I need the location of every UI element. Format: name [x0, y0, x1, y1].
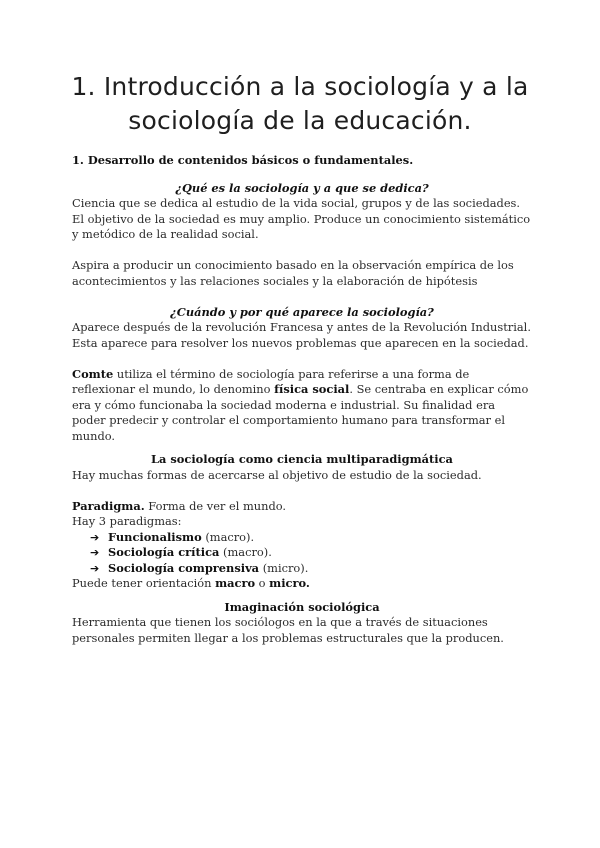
bold-comte: Comte: [72, 366, 114, 381]
paragraph-aims: Aspira a producir un conocimiento basado en la observación empírica de los acontecimientos y las relaciones sociales y la elaboración de hipótesis: [72, 258, 514, 288]
heading-multiparadigm: La sociología como ciencia multiparadigmática: [151, 452, 453, 466]
paragraph-orientation: Puede tener orientación macro o micro.: [72, 576, 310, 590]
paragraph-paradigm-count: Hay 3 paradigmas:: [72, 514, 182, 528]
list-item: ➔ Sociología comprensiva (micro).: [90, 560, 309, 575]
bold-fisica-social: física social: [274, 382, 350, 396]
paragraph-definition: Ciencia que se dedica al estudio de la vida social, grupos y de las sociedades. El objetivo de la sociedad es muy amplio. Produce un conocimiento sistemático y metódico de la realidad social.: [72, 196, 531, 241]
paragraph-comte: Comte utiliza el término de sociología para referirse a una forma de reflexionar el mundo, lo denomino física social. Se centraba en explicar cómo era y cómo funcionaba la sociedad moderna e industrial. Su finalidad era poder predecir y controlar el comportamiento humano para transformar el mundo.: [72, 366, 529, 443]
paragraph-imagination: Herramienta que tienen los sociólogos en la que a través de situaciones personales permiten llegar a los problemas estructurales que la producen.: [72, 615, 504, 645]
section-heading: 1. Desarrollo de contenidos básicos o fundamentales.: [72, 153, 414, 167]
paragraph-origin: Aparece después de la revolución Francesa y antes de la Revolución Industrial. Esta aparece para resolver los nuevos problemas que aparecen en la sociedad.: [72, 320, 531, 350]
question-heading-2: ¿Cuándo y por qué aparece la sociología?: [170, 304, 434, 319]
paragraph-approaches: Hay muchas formas de acercarse al objetivo de estudio de la sociedad.: [72, 467, 482, 482]
paragraph-paradigm-definition: Paradigma. Forma de ver el mundo.: [72, 498, 287, 513]
document-body: [72, 153, 532, 646]
arrow-icon: ➔: [90, 546, 100, 559]
paradigm-list: [72, 530, 532, 577]
list-item: ➔ Funcionalismo (macro).: [90, 529, 255, 544]
question-heading-1: ¿Qué es la sociología y a que se dedica?: [175, 180, 429, 195]
list-item: ➔ Sociología crítica (macro).: [90, 545, 272, 559]
arrow-icon: ➔: [90, 561, 100, 575]
heading-imagination: Imaginación sociológica: [224, 599, 380, 614]
arrow-icon: ➔: [90, 530, 100, 544]
page-title: 1. Introducción a la sociología y a la sociología de la educación.: [71, 72, 529, 135]
